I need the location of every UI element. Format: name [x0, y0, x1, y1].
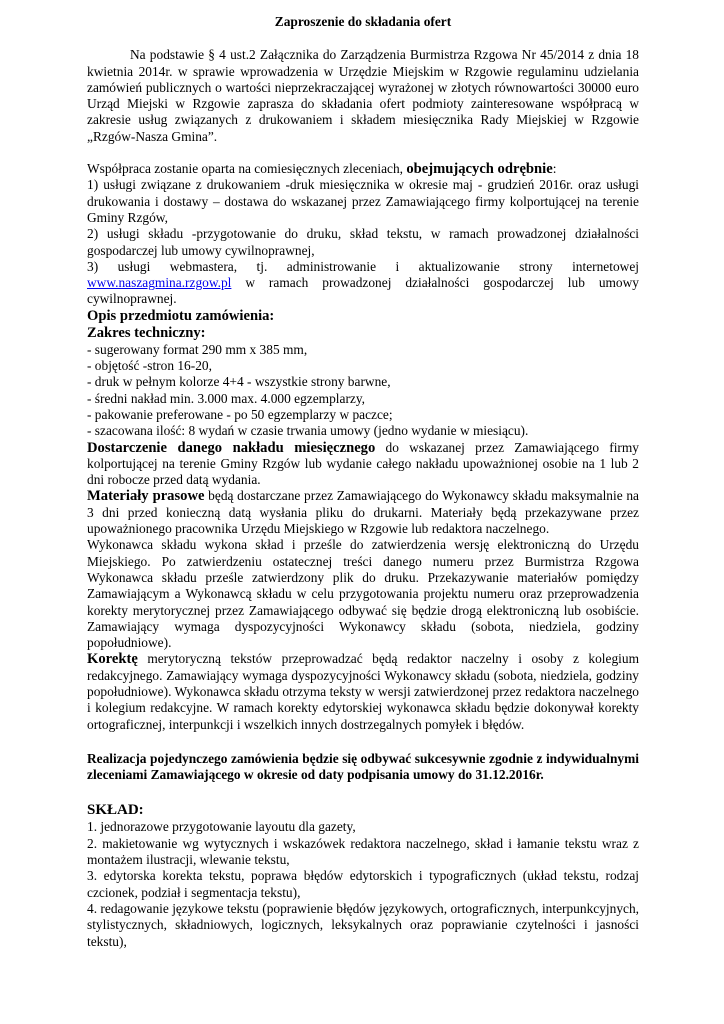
service-1: 1) usługi związane z drukowaniem -druk miesięcznika w okresie maj - grudzień 2016r. oraz usługi drukowania i dostawy – dostawa do wskazanej przez Zamawiającego firmy kolportującej na terenie Gminy Rzgów, — [87, 177, 639, 225]
scope-list — [87, 342, 639, 440]
document-page — [87, 14, 639, 950]
sklad-item: 3. edytorska korekta tekstu, poprawa błędów edytorskich i typograficznych (układ tekstu, rodzaj czcionek, podział i segmentacja tekstu), — [87, 868, 639, 900]
cooperation-suffix: : — [552, 161, 557, 177]
spacer — [87, 145, 639, 161]
sklad-item: 2. makietowanie wg wytycznych i wskazówek redaktora naczelnego, skład i łamanie tekstu wraz z montażem ilustracji, wlewanie tekstu, — [87, 835, 639, 868]
materials-paragraph — [87, 488, 639, 537]
delivery-bold: Dostarczenie danego nakładu miesięcznego — [87, 439, 376, 456]
sklad-item: 4. redagowanie językowe tekstu (poprawienie błędów językowych, ortograficznych, interpunkcyjnych, stylistycznych, składniowych, logicznych, leksykalnych oraz poprawianie czytelności i jasności tekstu), — [87, 900, 639, 949]
sklad-list — [87, 819, 639, 949]
cooperation-bold: obejmujących odrębnie — [406, 161, 553, 178]
service-3-suffix: w ramach prowadzonej działalności gospodarczej lub umowy cywilnoprawnej. — [87, 275, 639, 307]
scope-item: - średni nakład min. 3.000 max. 4.000 egzemplarzy, — [87, 390, 366, 406]
spacer — [87, 783, 639, 801]
service-3-prefix: 3) usługi webmastera, tj. administrowanie i aktualizowanie strony internetowej — [87, 258, 639, 274]
sklad-heading: SKŁAD: — [87, 802, 144, 819]
scope-item: - szacowana ilość: 8 wydań w czasie trwania umowy (jedno wydanie w miesiącu). — [87, 423, 529, 439]
delivery-text: do wskazanej przez Zamawiającego firmy kolportującej na terenie Gminy Rzgów lub wydanie całego nakładu upoważnionej osobie na 1 lub 2 dni robocze przed datą wydania. — [87, 439, 640, 488]
cooperation-prefix: Współpraca zostanie oparta na comiesięcznych zleceniach, — [87, 161, 407, 177]
service-3 — [87, 259, 639, 308]
sklad-item: 1. jednorazowe przygotowanie layoutu dla gazety, — [87, 819, 356, 835]
correction-text: merytoryczną tekstów przeprowadzać będą redaktor naczelny i osoby z kolegium redakcyjnego. Zamawiający wymaga dyspozycyjności Wykonawcy składu (sobota, niedziela, godziny popołudniowe). Wykonawca składu otrzyma teksty w wersji zatwierdzonej przez redaktora naczelnego i kolegium redakcyjne. W ramach korekty edytorskiej wykonawca składu będzie dokonywał korekty ortograficznej, interpunkcji i wszelkich innych dostrzegalnych pomyłek i błędów. — [87, 651, 639, 732]
heading-subject: Opis przedmiotu zamówienia: — [87, 307, 275, 324]
cooperation-paragraph — [87, 161, 639, 177]
contractor-paragraph: Wykonawca składu wykona skład i prześle do zatwierdzenia wersję elektroniczną do Urzędu Miejskiego. Po zatwierdzeniu ostatecznej treści danego numeru przez Burmistrza Rzgowa Wykonawca składu prześle zatwierdzony plik do druku. Przekazywanie materiałów pomiędzy Zamawiającym a Wykonawcą składu w celu przygotowania projektu numeru oraz przeprowadzenia korekty merytorycznej przez Zamawiającego odbywać się będzie drogą elektroniczną lub osobiście. Zamawiający wymaga dyspozycyjności Wykonawcy składu (sobota, niedziela, godziny popołudniowe). — [87, 537, 639, 651]
spacer — [87, 733, 639, 751]
heading-scope: Zakres techniczny: — [87, 324, 206, 341]
correction-paragraph — [87, 651, 639, 732]
website-link[interactable]: www.naszagmina.rzgow.pl — [87, 275, 232, 291]
materials-text: będą dostarczane przez Zamawiającego do Wykonawcy składu maksymalnie na 3 dni przed konieczną datą wysłania pliku do drukarni. Materiały będą przekazywane przez upoważnionego pracownika Urzędu Miejskiego w Rzgowie lub redaktora naczelnego. — [87, 488, 640, 537]
realization-paragraph: Realizacja pojedynczego zamówienia będzie się odbywać sukcesywnie zgodnie z indywidualnymi zleceniami Zamawiającego w okresie od daty podpisania umowy do 31.12.2016r. — [87, 750, 639, 783]
materials-bold: Materiały prasowe — [87, 488, 205, 505]
intro-paragraph: Na podstawie § 4 ust.2 Załącznika do Zarządzenia Burmistrza Rzgowa Nr 45/2014 z dnia 18 kwietnia 2014r. w sprawie wprowadzenia w Urzędzie Miejskim w Rzgowie regulaminu udzielania zamówień publicznych o wartości nieprzekraczającej wyrażonej w złotych równowartości 30000 euro Urząd Miejski w Rzgowie zaprasza do składania ofert podmioty zainteresowane współpracą w zakresie usług związanych z drukowaniem i składem miesięcznika Rady Miejskiej w Rzgowie „Rzgów-Nasza Gmina”. — [87, 47, 639, 144]
correction-bold: Korektę — [87, 651, 138, 668]
scope-item: - pakowanie preferowane - po 50 egzemplarzy w paczce; — [87, 406, 393, 422]
service-2: 2) usługi składu -przygotowanie do druku, skład tekstu, w ramach prowadzonej działalności gospodarczej lub umowy cywilnoprawnej, — [87, 226, 639, 258]
scope-item: - druk w pełnym kolorze 4+4 - wszystkie strony barwne, — [87, 374, 391, 390]
delivery-paragraph — [87, 440, 639, 489]
document-title: Zaproszenie do składania ofert — [274, 14, 452, 29]
scope-item: - objętość -stron 16-20, — [87, 358, 212, 374]
scope-item: - sugerowany format 290 mm x 385 mm, — [87, 341, 308, 357]
